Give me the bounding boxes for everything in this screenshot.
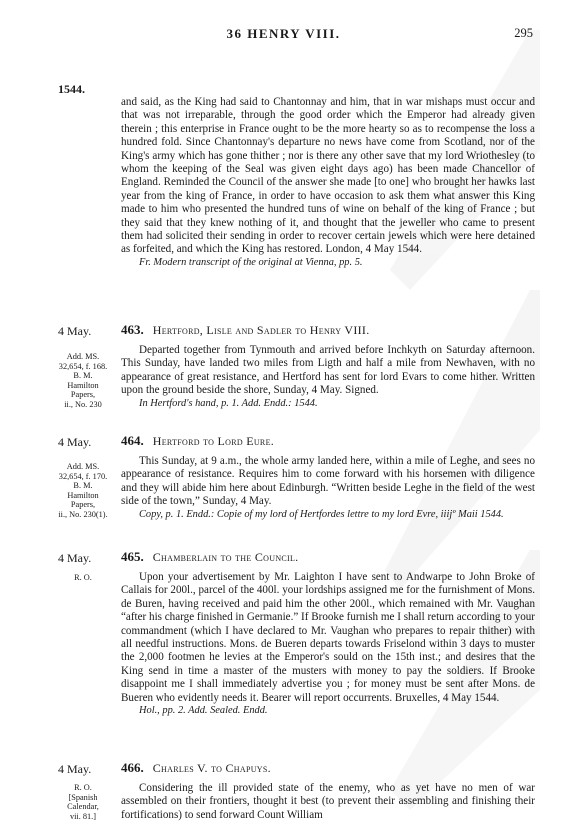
entry-date: 4 May. xyxy=(58,435,92,449)
entry-source: Copy, p. 1. Endd.: Copie of my lord of Hertfordes lettre to my lord Evre, iiijº Maii 1544. xyxy=(139,508,504,520)
entry-text: Considering the ill provided state of the enemy, who as yet have no men of war assembled on their frontiers, thought it best (to prevent their assembling and finishing their fortifications) to send forward Count William xyxy=(121,782,535,821)
entry-heading xyxy=(121,322,535,338)
entry-date: 4 May. xyxy=(58,762,92,776)
source-reference: Add. MS. 32,654, f. 170. B. M. Hamilton Papers, ii., No. 230(1). xyxy=(58,462,108,519)
running-title: 36 HENRY VIII. xyxy=(226,26,341,41)
entry-date: 4 May. xyxy=(58,324,92,338)
entry-number: 466. xyxy=(121,760,144,775)
entry-source: Hol., pp. 2. Add. Sealed. Endd. xyxy=(139,705,268,717)
entry-text: Upon your advertisement by Mr. Laighton I have sent to Andwarpe to John Broke of Callais for 200l., parcel of the 400l. your lordships assigned me for the furnishment of Mons. de Buren, having received and paid him the other 200l., which remained with Mr. Vaughan “after his charge finished in Germanie.” If Brooke furnish me I shall return according to your commandment (which I have declared to Mr. Vaughan who prepares to repair thither) with all needful instructions. Mons. de Bueren departs towards Friselond within 3 days to muster the 2,000 footmen he levies at the Emperor's sould on the 15th inst.; and desires that the King send in time a master of the musters with money to pay the soldiers. If Brooke disappoint me I shall immediately advertise you ; for money must be sent after Mons. de Bueren who evidently needs it. Bearer will report occurrents. Bruxelles, 4 May 1544. xyxy=(121,571,535,704)
continuation-text: and said, as the King had said to Chantonnay and him, that in war mishaps must occur and that was not irreparable, through the good order which the Emperor had already given therein ; this enterprise in France ought to be the more hearty so as to recompense the loss a hundred fold. Since Chantonnay's departure no news have come from Scotland, nor of the King's army which has gone thither ; nor is there any other save that my lord Wriothesley (to whom the keeping of the Seal was given eight days ago) has been made Chancellor of England. Reminded the Council of the answer she made [to one] who brought her hawks last year from the king of France, in order to have occasion to ask them what answer this King made to him who presented the hundred tuns of wine on behalf of the king of France ; but they said that they knew nothing of it, and thought that the jeweller who came to present them had solicited their sending in order to recover certain jewels which were here detained as forfeited, and which the King has restored. London, 4 May 1544. xyxy=(121,96,535,256)
entry-number: 465. xyxy=(121,549,144,564)
entry-heading xyxy=(121,760,535,776)
entry-title: Hertford, Lisle and Sadler to Henry VIII. xyxy=(152,323,370,337)
entry-title: Charles V. to Chapuys. xyxy=(152,761,271,775)
entry-body xyxy=(121,344,535,410)
source-reference: Add. MS. 32,654, f. 168. B. M. Hamilton Papers, ii., No. 230 xyxy=(58,352,108,409)
page-number: 295 xyxy=(514,26,533,40)
entry-text: This Sunday, at 9 a.m., the whole army landed here, within a mile of Leghe, and sees no appearance of resistance. Requires him to come forward with his horsemen with diligence and they will abide him here about Edinburgh. “Written beside Leghe in the field of the west side of the town,” Sunday, 4 May. xyxy=(121,455,535,508)
continuation-source: Fr. Modern transcript of the original at Vienna, pp. 5. xyxy=(139,256,363,268)
source-reference: R. O. [Spanish Calendar, vii. 81.] xyxy=(67,783,99,821)
page-header xyxy=(0,26,567,44)
entry-body xyxy=(121,455,535,521)
entry-number: 463. xyxy=(121,322,144,337)
entry-date: 4 May. xyxy=(58,551,92,565)
entry-body xyxy=(121,782,535,822)
entry-title: Hertford to Lord Eure. xyxy=(152,434,275,448)
entry-text: Departed together from Tynmouth and arrived before Inchkyth on Saturday afternoon. This Sunday, have landed two miles from Ligth and half a mile from Newhaven, with no appearance of great resistance, and Hertford has sent for lord Evars to come hither. Written upon the ground beside the shore, Sunday, 4 May. Signed. xyxy=(121,344,535,397)
entry-number: 464. xyxy=(121,433,144,448)
entry-title: Chamberlain to the Council. xyxy=(152,550,299,564)
entry-body xyxy=(121,571,535,718)
entry-heading xyxy=(121,549,535,565)
year-marker: 1544. xyxy=(58,82,85,96)
continuation-block xyxy=(121,96,535,269)
entry-source: In Hertford's hand, p. 1. Add. Endd.: 1544. xyxy=(139,397,318,409)
source-reference: R. O. xyxy=(74,573,92,582)
entry-heading xyxy=(121,433,535,449)
